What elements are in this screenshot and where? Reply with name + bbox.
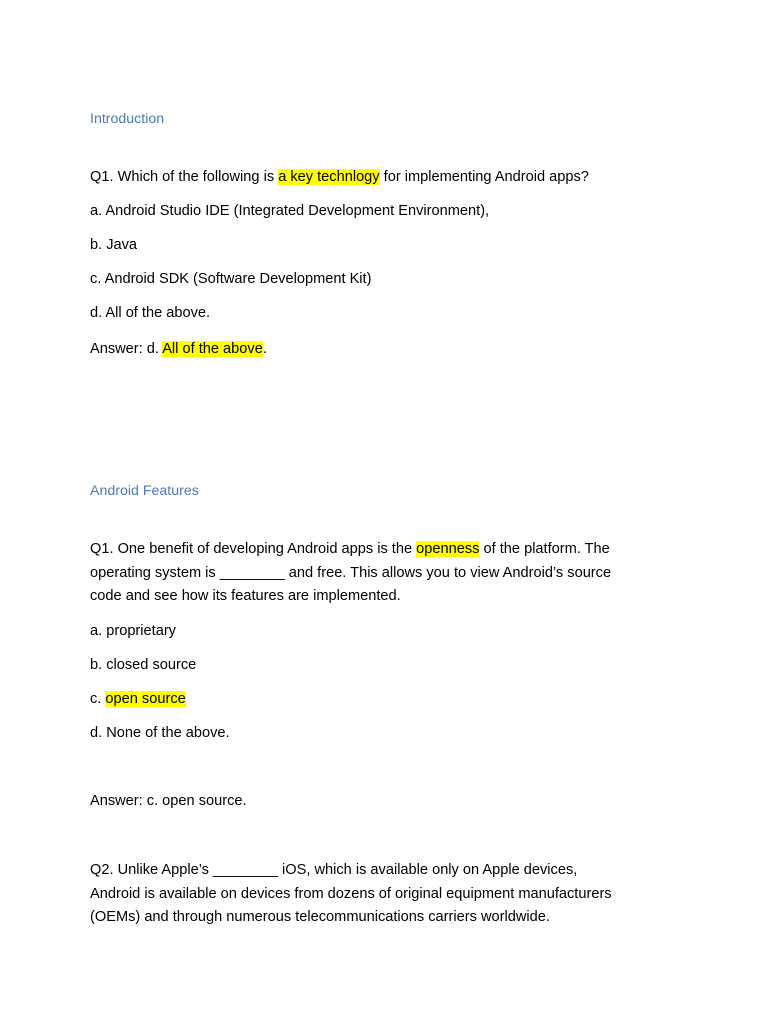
option-b: b. closed source (90, 657, 197, 673)
question-2-line-2: Android is available on devices from dozens of original equipment manufacturers (90, 886, 612, 902)
option-c-highlight: open source (105, 691, 186, 707)
question-2-line-3: (OEMs) and through numerous telecommunications carriers worldwide. (90, 909, 550, 925)
highlighted-phrase: openness (416, 541, 480, 557)
question-2-line-1: Q2. Unlike Apple’s ________ iOS, which is available only on Apple devices, (90, 862, 578, 878)
option-c-prefix: c. (90, 691, 106, 707)
question-1-text (90, 166, 690, 190)
option-a: a. Android Studio IDE (Integrated Development Environment), (90, 203, 490, 219)
option-d: d. None of the above. (90, 725, 230, 741)
question-1-line-2: operating system is ________ and free. This allows you to view Android’s source (90, 565, 612, 581)
question-text-part: for implementing Android apps? (379, 169, 589, 185)
question-1-line-1 (90, 538, 690, 562)
answer-suffix: . (262, 341, 267, 357)
answer-line: Answer: c. open source. (90, 793, 247, 809)
option-c: c. Android SDK (Software Development Kit) (90, 271, 372, 287)
answer-highlight: All of the above (162, 341, 263, 357)
option-a: a. proprietary (90, 623, 176, 639)
option-c (90, 688, 690, 712)
question-text-part: Q1. One benefit of developing Android apps is the (90, 541, 417, 557)
option-b: b. Java (90, 237, 138, 253)
option-d: d. All of the above. (90, 305, 211, 321)
question-text-part: Q1. Which of the following is (90, 169, 279, 185)
question-text-part: of the platform. The (479, 541, 610, 557)
answer-line (90, 338, 690, 362)
question-1-line-3: code and see how its features are implemented. (90, 588, 401, 604)
section-heading-introduction: Introduction (90, 111, 165, 127)
section-heading-android-features: Android Features (90, 483, 199, 499)
answer-prefix: Answer: d. (90, 341, 163, 357)
highlighted-phrase: a key technlogy (278, 169, 380, 185)
